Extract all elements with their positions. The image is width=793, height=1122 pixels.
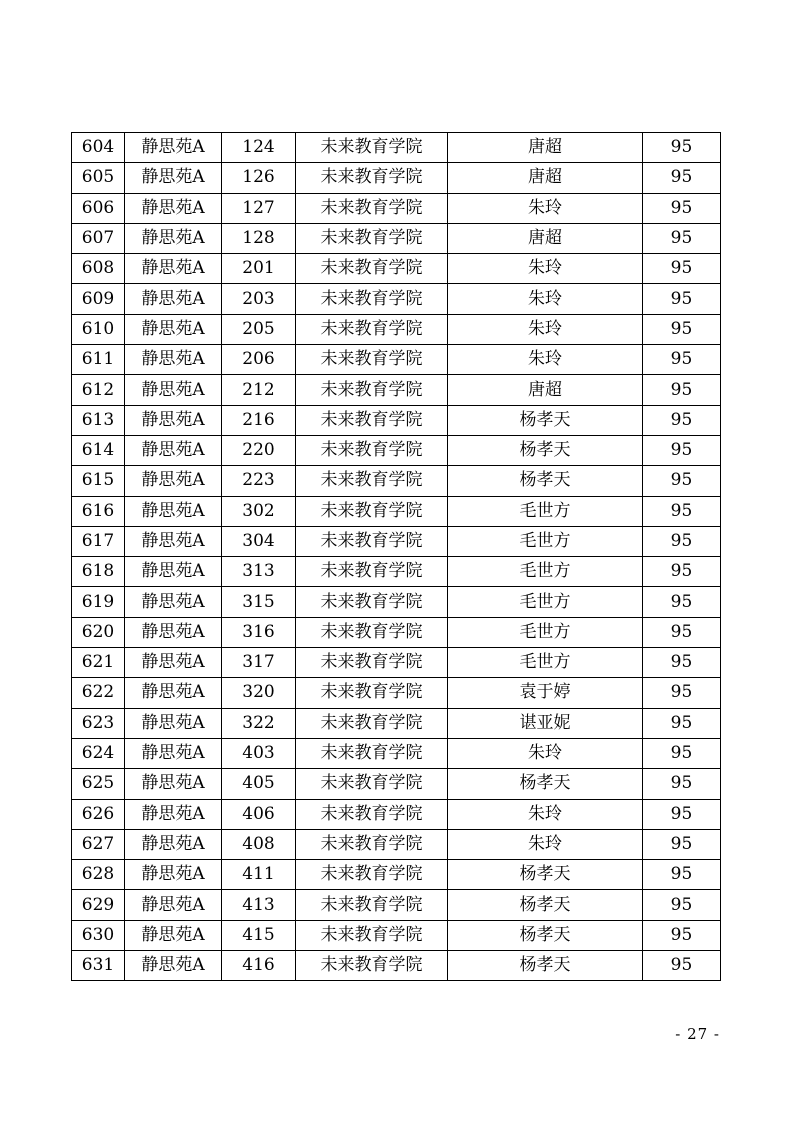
building-cell: 静思苑A xyxy=(125,738,222,768)
score-cell: 95 xyxy=(643,133,721,163)
table-body xyxy=(72,133,721,981)
score-cell: 95 xyxy=(643,587,721,617)
row-number-cell: 625 xyxy=(72,769,125,799)
college-cell: 未来教育学院 xyxy=(296,890,448,920)
room-number-cell: 223 xyxy=(222,466,296,496)
advisor-cell: 杨孝天 xyxy=(448,890,643,920)
room-number-cell: 216 xyxy=(222,405,296,435)
score-cell: 95 xyxy=(643,163,721,193)
college-cell: 未来教育学院 xyxy=(296,557,448,587)
advisor-cell: 杨孝天 xyxy=(448,405,643,435)
room-number-cell: 408 xyxy=(222,829,296,859)
building-cell: 静思苑A xyxy=(125,223,222,253)
room-score-table xyxy=(71,132,721,981)
table-row xyxy=(72,405,721,435)
score-cell: 95 xyxy=(643,526,721,556)
table-row xyxy=(72,223,721,253)
table-row xyxy=(72,526,721,556)
table-row xyxy=(72,284,721,314)
room-number-cell: 416 xyxy=(222,951,296,981)
building-cell: 静思苑A xyxy=(125,951,222,981)
table-row xyxy=(72,466,721,496)
building-cell: 静思苑A xyxy=(125,163,222,193)
building-cell: 静思苑A xyxy=(125,526,222,556)
building-cell: 静思苑A xyxy=(125,557,222,587)
advisor-cell: 朱玲 xyxy=(448,829,643,859)
table-row xyxy=(72,799,721,829)
college-cell: 未来教育学院 xyxy=(296,648,448,678)
row-number-cell: 628 xyxy=(72,860,125,890)
row-number-cell: 623 xyxy=(72,708,125,738)
row-number-cell: 617 xyxy=(72,526,125,556)
advisor-cell: 唐超 xyxy=(448,375,643,405)
room-number-cell: 126 xyxy=(222,163,296,193)
row-number-cell: 607 xyxy=(72,223,125,253)
advisor-cell: 毛世方 xyxy=(448,648,643,678)
score-cell: 95 xyxy=(643,738,721,768)
advisor-cell: 毛世方 xyxy=(448,496,643,526)
building-cell: 静思苑A xyxy=(125,496,222,526)
college-cell: 未来教育学院 xyxy=(296,466,448,496)
row-number-cell: 606 xyxy=(72,193,125,223)
college-cell: 未来教育学院 xyxy=(296,375,448,405)
room-number-cell: 315 xyxy=(222,587,296,617)
room-number-cell: 313 xyxy=(222,557,296,587)
score-cell: 95 xyxy=(643,193,721,223)
building-cell: 静思苑A xyxy=(125,345,222,375)
row-number-cell: 629 xyxy=(72,890,125,920)
table-row xyxy=(72,375,721,405)
advisor-cell: 唐超 xyxy=(448,133,643,163)
advisor-cell: 朱玲 xyxy=(448,314,643,344)
building-cell: 静思苑A xyxy=(125,769,222,799)
row-number-cell: 624 xyxy=(72,738,125,768)
advisor-cell: 袁于婷 xyxy=(448,678,643,708)
room-number-cell: 302 xyxy=(222,496,296,526)
building-cell: 静思苑A xyxy=(125,920,222,950)
college-cell: 未来教育学院 xyxy=(296,587,448,617)
table-row xyxy=(72,193,721,223)
table-row xyxy=(72,829,721,859)
college-cell: 未来教育学院 xyxy=(296,769,448,799)
college-cell: 未来教育学院 xyxy=(296,223,448,253)
score-cell: 95 xyxy=(643,254,721,284)
room-number-cell: 317 xyxy=(222,648,296,678)
advisor-cell: 唐超 xyxy=(448,223,643,253)
row-number-cell: 605 xyxy=(72,163,125,193)
room-number-cell: 128 xyxy=(222,223,296,253)
row-number-cell: 604 xyxy=(72,133,125,163)
college-cell: 未来教育学院 xyxy=(296,526,448,556)
advisor-cell: 毛世方 xyxy=(448,587,643,617)
row-number-cell: 627 xyxy=(72,829,125,859)
building-cell: 静思苑A xyxy=(125,254,222,284)
building-cell: 静思苑A xyxy=(125,617,222,647)
table-row xyxy=(72,769,721,799)
table-row xyxy=(72,345,721,375)
building-cell: 静思苑A xyxy=(125,708,222,738)
table-row xyxy=(72,920,721,950)
score-cell: 95 xyxy=(643,496,721,526)
building-cell: 静思苑A xyxy=(125,890,222,920)
advisor-cell: 毛世方 xyxy=(448,526,643,556)
college-cell: 未来教育学院 xyxy=(296,738,448,768)
room-number-cell: 127 xyxy=(222,193,296,223)
building-cell: 静思苑A xyxy=(125,133,222,163)
score-cell: 95 xyxy=(643,223,721,253)
row-number-cell: 619 xyxy=(72,587,125,617)
score-cell: 95 xyxy=(643,557,721,587)
advisor-cell: 朱玲 xyxy=(448,193,643,223)
room-number-cell: 206 xyxy=(222,345,296,375)
row-number-cell: 608 xyxy=(72,254,125,284)
advisor-cell: 唐超 xyxy=(448,163,643,193)
table-row xyxy=(72,557,721,587)
college-cell: 未来教育学院 xyxy=(296,860,448,890)
building-cell: 静思苑A xyxy=(125,678,222,708)
room-number-cell: 316 xyxy=(222,617,296,647)
score-cell: 95 xyxy=(643,345,721,375)
advisor-cell: 朱玲 xyxy=(448,254,643,284)
table-row xyxy=(72,587,721,617)
room-number-cell: 205 xyxy=(222,314,296,344)
table-row xyxy=(72,678,721,708)
row-number-cell: 620 xyxy=(72,617,125,647)
score-cell: 95 xyxy=(643,860,721,890)
advisor-cell: 朱玲 xyxy=(448,345,643,375)
room-number-cell: 413 xyxy=(222,890,296,920)
college-cell: 未来教育学院 xyxy=(296,163,448,193)
row-number-cell: 631 xyxy=(72,951,125,981)
table-row xyxy=(72,314,721,344)
building-cell: 静思苑A xyxy=(125,435,222,465)
row-number-cell: 616 xyxy=(72,496,125,526)
building-cell: 静思苑A xyxy=(125,284,222,314)
college-cell: 未来教育学院 xyxy=(296,254,448,284)
advisor-cell: 杨孝天 xyxy=(448,769,643,799)
advisor-cell: 杨孝天 xyxy=(448,435,643,465)
table-row xyxy=(72,133,721,163)
advisor-cell: 朱玲 xyxy=(448,799,643,829)
score-cell: 95 xyxy=(643,829,721,859)
room-number-cell: 406 xyxy=(222,799,296,829)
college-cell: 未来教育学院 xyxy=(296,345,448,375)
college-cell: 未来教育学院 xyxy=(296,435,448,465)
score-cell: 95 xyxy=(643,951,721,981)
table-row xyxy=(72,163,721,193)
advisor-cell: 毛世方 xyxy=(448,617,643,647)
room-number-cell: 304 xyxy=(222,526,296,556)
score-cell: 95 xyxy=(643,617,721,647)
score-cell: 95 xyxy=(643,466,721,496)
row-number-cell: 614 xyxy=(72,435,125,465)
room-number-cell: 322 xyxy=(222,708,296,738)
page-number: - 27 - xyxy=(675,1025,720,1043)
table-row xyxy=(72,254,721,284)
table-row xyxy=(72,435,721,465)
room-number-cell: 403 xyxy=(222,738,296,768)
building-cell: 静思苑A xyxy=(125,587,222,617)
row-number-cell: 613 xyxy=(72,405,125,435)
college-cell: 未来教育学院 xyxy=(296,799,448,829)
table-row xyxy=(72,617,721,647)
college-cell: 未来教育学院 xyxy=(296,829,448,859)
advisor-cell: 朱玲 xyxy=(448,738,643,768)
advisor-cell: 杨孝天 xyxy=(448,951,643,981)
building-cell: 静思苑A xyxy=(125,314,222,344)
building-cell: 静思苑A xyxy=(125,799,222,829)
building-cell: 静思苑A xyxy=(125,860,222,890)
college-cell: 未来教育学院 xyxy=(296,314,448,344)
college-cell: 未来教育学院 xyxy=(296,133,448,163)
score-cell: 95 xyxy=(643,769,721,799)
room-number-cell: 411 xyxy=(222,860,296,890)
table-row xyxy=(72,708,721,738)
building-cell: 静思苑A xyxy=(125,829,222,859)
advisor-cell: 杨孝天 xyxy=(448,466,643,496)
score-cell: 95 xyxy=(643,890,721,920)
room-number-cell: 220 xyxy=(222,435,296,465)
score-cell: 95 xyxy=(643,284,721,314)
college-cell: 未来教育学院 xyxy=(296,405,448,435)
room-number-cell: 203 xyxy=(222,284,296,314)
score-cell: 95 xyxy=(643,678,721,708)
row-number-cell: 618 xyxy=(72,557,125,587)
row-number-cell: 621 xyxy=(72,648,125,678)
advisor-cell: 谌亚妮 xyxy=(448,708,643,738)
college-cell: 未来教育学院 xyxy=(296,617,448,647)
score-cell: 95 xyxy=(643,314,721,344)
college-cell: 未来教育学院 xyxy=(296,951,448,981)
row-number-cell: 626 xyxy=(72,799,125,829)
row-number-cell: 611 xyxy=(72,345,125,375)
building-cell: 静思苑A xyxy=(125,193,222,223)
college-cell: 未来教育学院 xyxy=(296,920,448,950)
college-cell: 未来教育学院 xyxy=(296,496,448,526)
room-number-cell: 405 xyxy=(222,769,296,799)
college-cell: 未来教育学院 xyxy=(296,284,448,314)
row-number-cell: 610 xyxy=(72,314,125,344)
row-number-cell: 609 xyxy=(72,284,125,314)
advisor-cell: 杨孝天 xyxy=(448,920,643,950)
score-cell: 95 xyxy=(643,920,721,950)
score-cell: 95 xyxy=(643,405,721,435)
table-row xyxy=(72,890,721,920)
building-cell: 静思苑A xyxy=(125,405,222,435)
table-row xyxy=(72,860,721,890)
room-number-cell: 415 xyxy=(222,920,296,950)
advisor-cell: 毛世方 xyxy=(448,557,643,587)
room-number-cell: 201 xyxy=(222,254,296,284)
table-row xyxy=(72,738,721,768)
score-cell: 95 xyxy=(643,799,721,829)
score-cell: 95 xyxy=(643,708,721,738)
room-number-cell: 212 xyxy=(222,375,296,405)
row-number-cell: 615 xyxy=(72,466,125,496)
row-number-cell: 622 xyxy=(72,678,125,708)
college-cell: 未来教育学院 xyxy=(296,708,448,738)
table-row xyxy=(72,951,721,981)
table-row xyxy=(72,496,721,526)
score-cell: 95 xyxy=(643,648,721,678)
building-cell: 静思苑A xyxy=(125,375,222,405)
score-cell: 95 xyxy=(643,435,721,465)
college-cell: 未来教育学院 xyxy=(296,678,448,708)
building-cell: 静思苑A xyxy=(125,466,222,496)
row-number-cell: 630 xyxy=(72,920,125,950)
row-number-cell: 612 xyxy=(72,375,125,405)
building-cell: 静思苑A xyxy=(125,648,222,678)
college-cell: 未来教育学院 xyxy=(296,193,448,223)
table-row xyxy=(72,648,721,678)
room-number-cell: 320 xyxy=(222,678,296,708)
advisor-cell: 朱玲 xyxy=(448,284,643,314)
score-cell: 95 xyxy=(643,375,721,405)
advisor-cell: 杨孝天 xyxy=(448,860,643,890)
room-number-cell: 124 xyxy=(222,133,296,163)
